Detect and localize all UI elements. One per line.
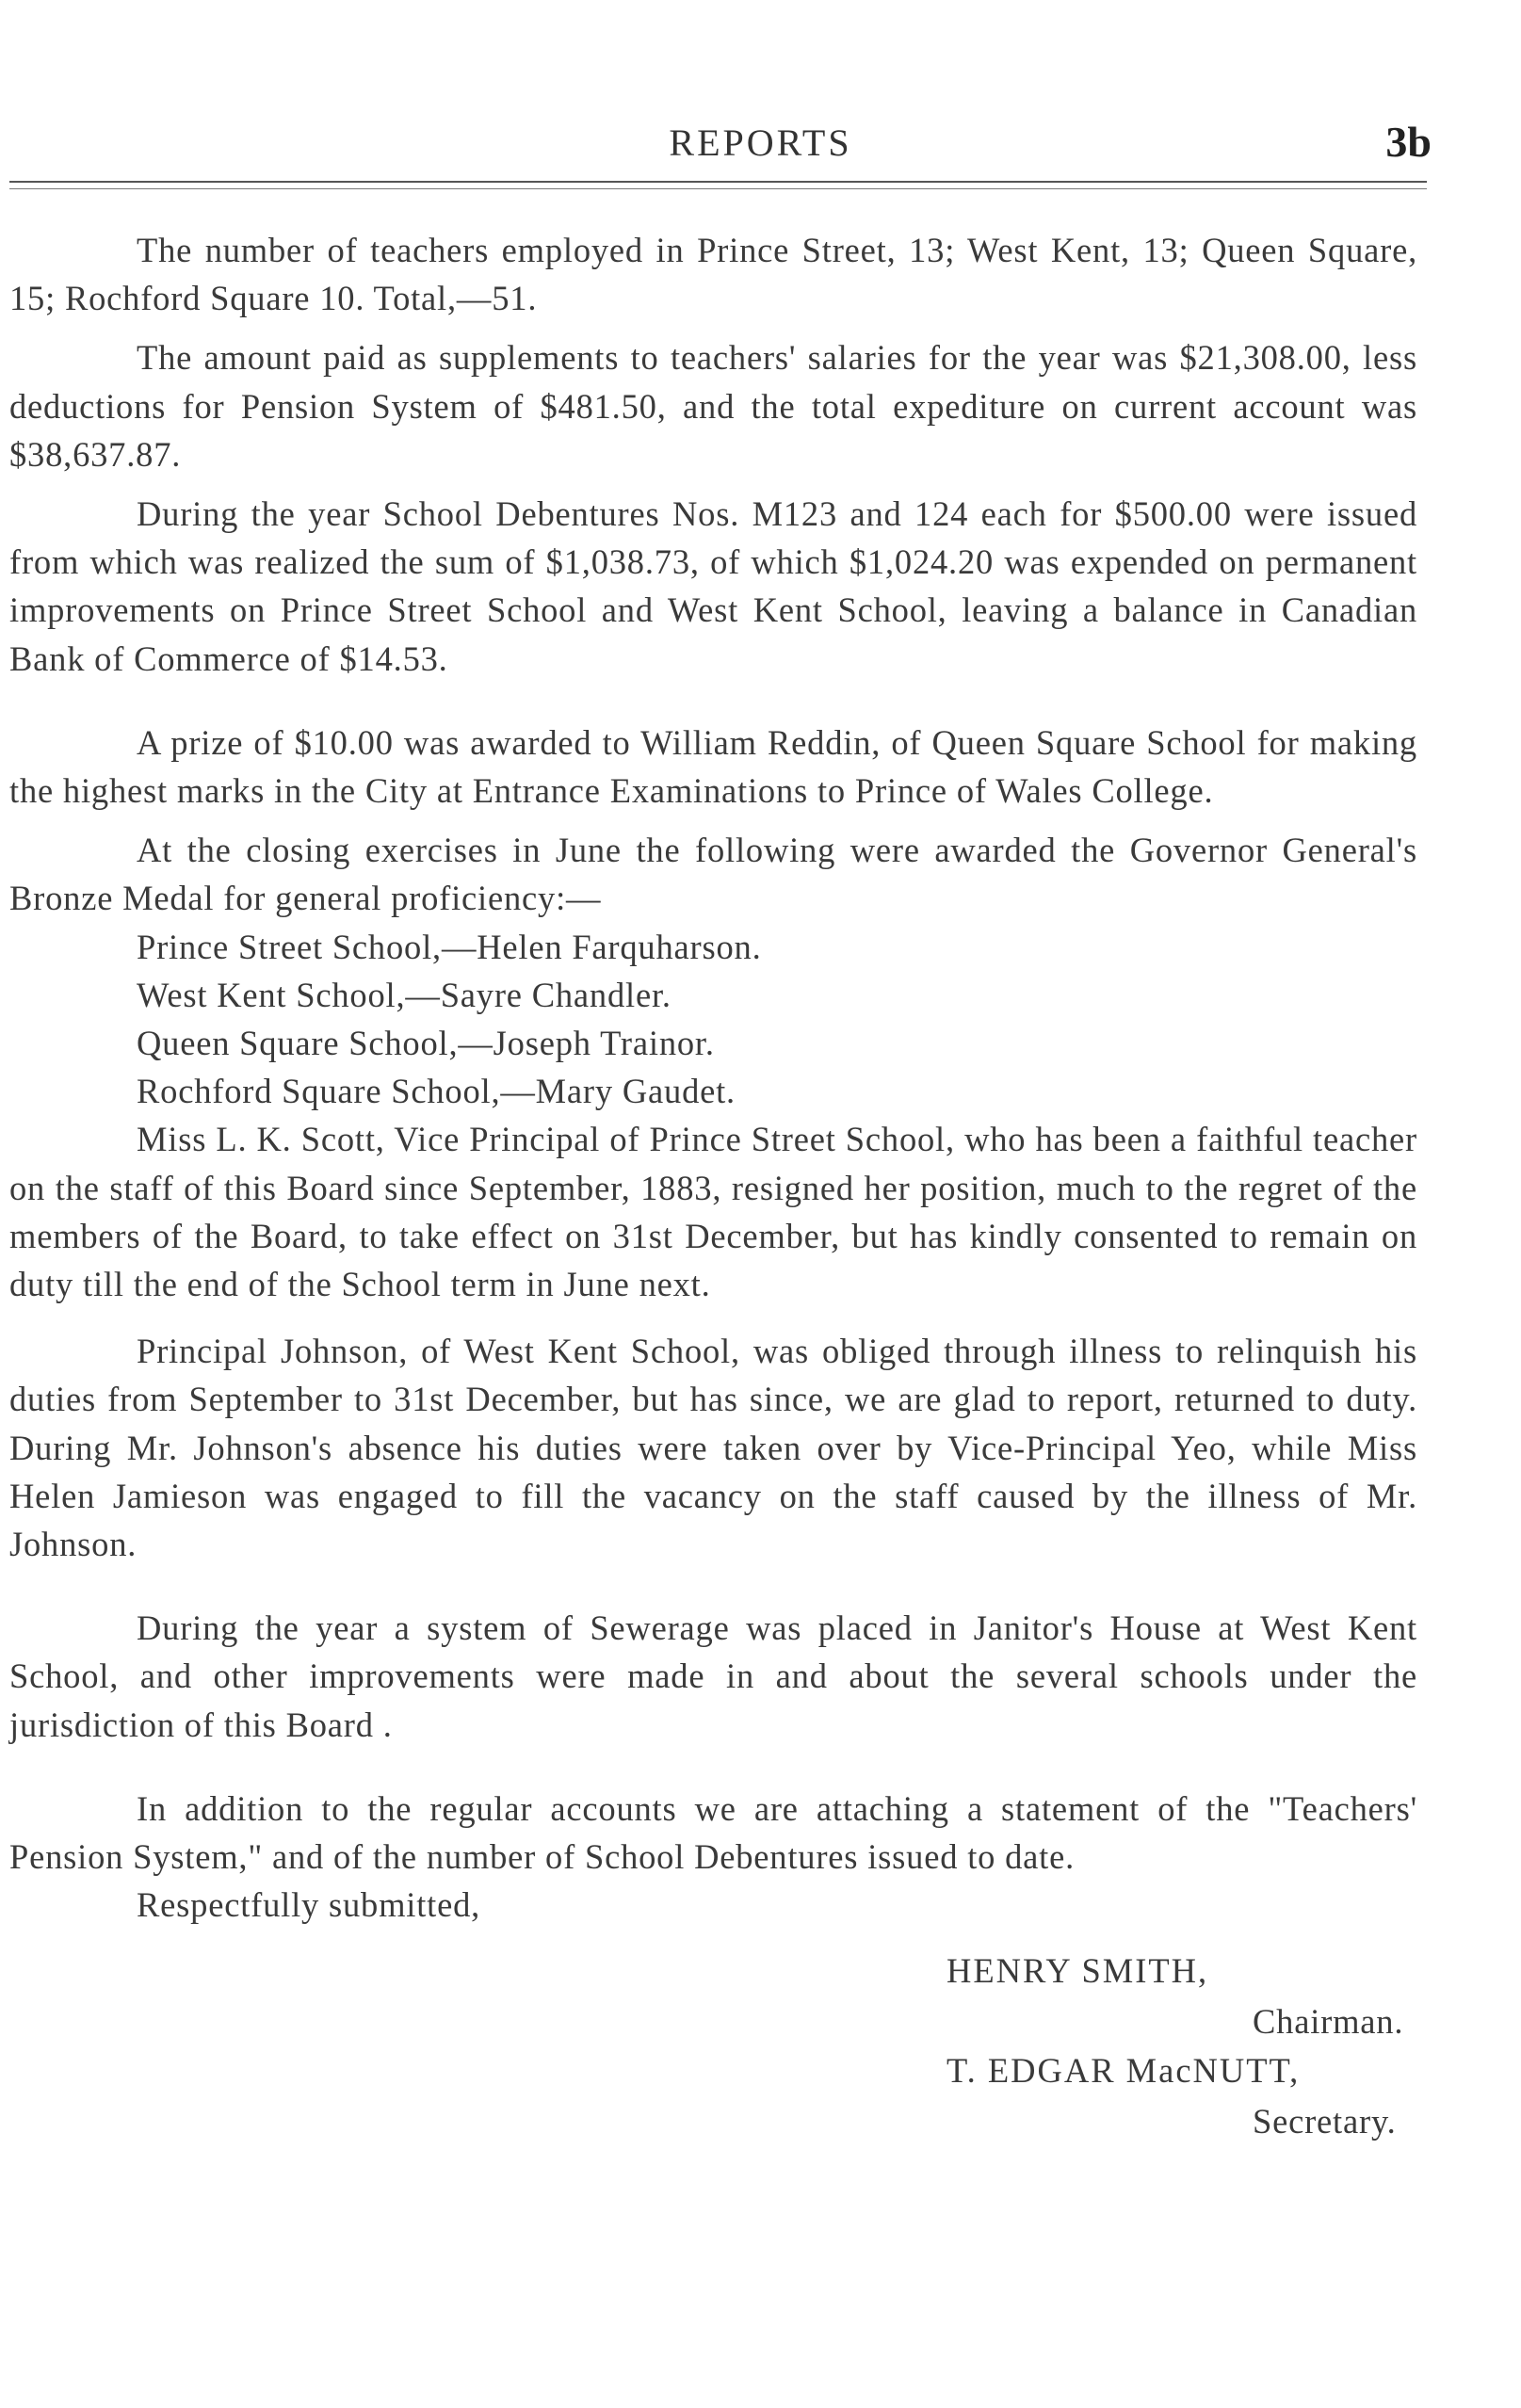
medal-list bbox=[9, 923, 1417, 1116]
paragraph-prize: A prize of $10.00 was awarded to William Reddin, of Queen Square School for making the highest marks in the City at Entrance Examinations to Prince of Wales College. bbox=[9, 722, 1417, 811]
paragraph-debentures: During the year School Debentures Nos. M123 and 124 each for $500.00 were issued from which was realized the sum of $1,038.73, of which $1,024.20 was expended on permanent improvements on Prince Street School and West Kent School, leaving a balance in Canadian Bank of Commerce of $14.53. bbox=[9, 494, 1417, 678]
paragraph-medals: At the closing exercises in June the following were awarded the Governor General's Bronze Medal for general proficiency:— bbox=[9, 831, 1417, 918]
list-item: Rochford Square School,—Mary Gaudet. bbox=[137, 1072, 736, 1111]
header-rule bbox=[9, 181, 1427, 183]
paragraph-supplements: The amount paid as supplements to teachers' salaries for the year was $21,308.00, less deductions for Pension System of $481.50, and the total expediture on current account was $38,637.87. bbox=[9, 338, 1417, 474]
list-item: Queen Square School,—Joseph Trainor. bbox=[137, 1024, 715, 1063]
paragraph-teachers: The number of teachers employed in Prince Street, 13; West Kent, 13; Queen Square, 15; Rochford Square 10. Total,—51. bbox=[9, 231, 1417, 318]
paragraph-resignation: Miss L. K. Scott, Vice Principal of Prince Street School, who has been a faithful teacher on the staff of this Board since September, 1883, resigned her position, much to the regret of the members of the Board, to take effect on 31st December, but has kindly consented to remain on duty till the end of the School term in June next. bbox=[9, 1120, 1417, 1304]
page-number: 3b bbox=[1385, 118, 1432, 166]
report-body bbox=[9, 226, 1417, 2174]
header-rule-thin bbox=[9, 188, 1427, 189]
page-header bbox=[0, 118, 1521, 177]
signature-block bbox=[9, 1930, 1417, 2174]
signatory-title: Chairman. bbox=[1253, 2001, 1404, 2041]
signatory-title: Secretary. bbox=[1253, 2101, 1397, 2141]
list-item: Prince Street School,—Helen Farquharson. bbox=[137, 927, 762, 966]
signatory-name: HENRY SMITH, bbox=[947, 1950, 1209, 1990]
list-item: West Kent School,—Sayre Chandler. bbox=[137, 975, 672, 1014]
closing-line: Respectfully submitted, bbox=[137, 1885, 481, 1925]
paragraph-illness: Principal Johnson, of West Kent School, was obliged through illness to relinquish his duties from September to 31st December, but has since, we are glad to report, returned to duty. During Mr. Johnson's absence his duties were taken over by Vice-Principal Yeo, while Miss Helen Jamieson was engaged to fill the vacancy on the staff caused by the illness of Mr. Johnson. bbox=[9, 1332, 1417, 1564]
running-head: REPORTS bbox=[669, 121, 852, 164]
signatory-name: T. EDGAR MacNUTT, bbox=[947, 2050, 1301, 2090]
paragraph-pension: In addition to the regular accounts we are attaching a statement of the "Teachers' Pension System," and of the number of School Debentures issued to date. bbox=[9, 1788, 1417, 1877]
paragraph-sewerage: During the year a system of Sewerage was placed in Janitor's House at West Kent School, and other improvements were made in and about the several schools under the jurisdiction of this Board . bbox=[9, 1608, 1417, 1744]
